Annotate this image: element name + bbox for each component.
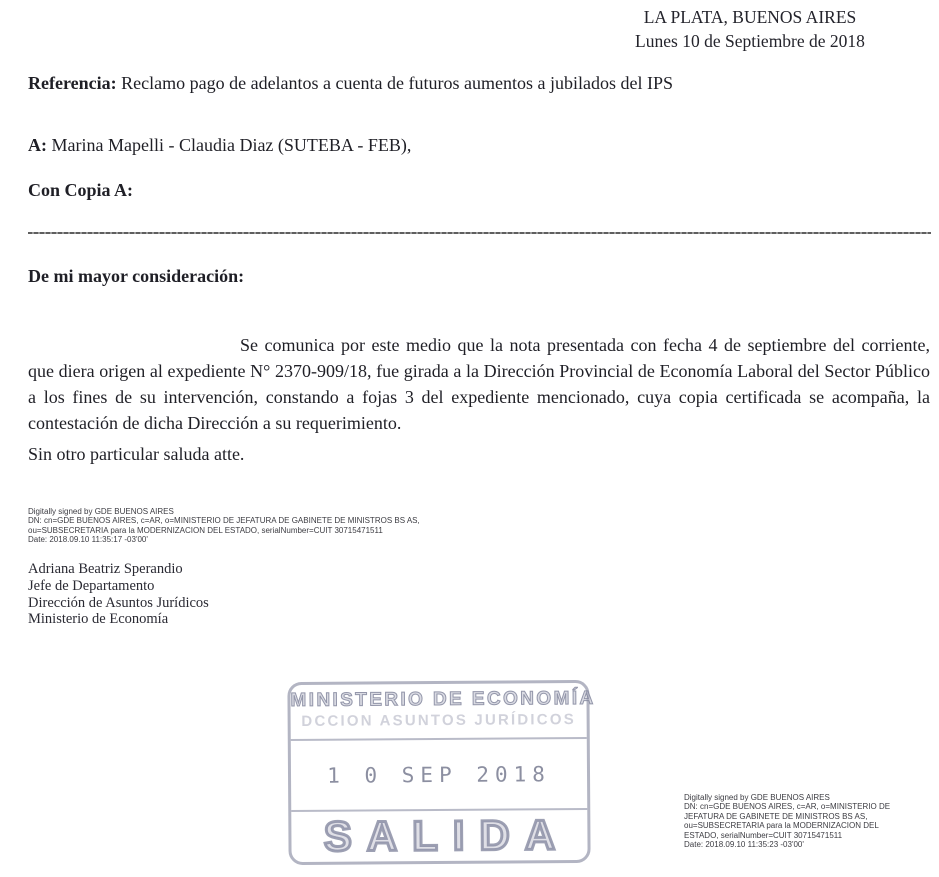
body-paragraph: Se comunica por este medio que la nota presentada con fecha 4 de septiembre del corriente, que diera origen al expediente N° 2370-909/18, fue girada a la Dirección Provincial de Economía Laboral del Sector Público a los fines de su intervención, constando a fojas 3 del expediente mencionado, cuya copia certificada se acompaña, la contestación de dicha Dirección a su requerimiento. xyxy=(28,335,930,433)
digital-signature-block-top xyxy=(28,507,420,545)
recipient-line xyxy=(28,135,930,156)
cc-label: Con Copia A: xyxy=(28,180,134,200)
digital-signature-line: ESTADO, serialNumber=CUIT 30715471511 xyxy=(684,830,843,840)
reference-text: Reclamo pago de adelantos a cuenta de futuros aumentos a jubilados del IPS xyxy=(116,73,673,93)
signer-title: Jefe de Departamento xyxy=(28,577,155,594)
stamp-date-section xyxy=(291,739,587,812)
digital-signature-line: Date: 2018.09.10 11:35:17 -03'00' xyxy=(28,535,148,545)
letterhead-location: LA PLATA, BUENOS AIRES xyxy=(643,7,857,27)
digital-signature-line: JEFATURA DE GABINETE DE MINISTROS BS AS, xyxy=(684,811,868,821)
digital-signature-line: Digitally signed by GDE BUENOS AIRES xyxy=(28,507,174,516)
recipient-label: A: xyxy=(28,135,47,155)
digital-signature-line: Date: 2018.09.10 11:35:23 -03'00' xyxy=(684,840,804,850)
stamp-date: 1 0 SEP 2018 xyxy=(327,761,551,788)
signer-block xyxy=(28,561,209,628)
stamp-salida-label: SALIDA xyxy=(323,811,571,860)
reference-line xyxy=(28,73,930,94)
stamp-salida-section xyxy=(291,810,587,862)
digital-signature-line: ou=SUBSECRETARIA para la MODERNIZACION DEL ESTADO, serialNumber=CUIT 30715471511 xyxy=(28,525,383,535)
digital-signature-block-bottom xyxy=(684,793,939,849)
digital-signature-line: DN: cn=GDE BUENOS AIRES, c=AR, o=MINISTERIO DE JEFATURA DE GABINETE DE MINISTROS BS AS, xyxy=(28,516,420,526)
salutation: De mi mayor consideración: xyxy=(28,266,245,286)
divider-rule xyxy=(28,232,931,234)
stamp-department-line: DCCION ASUNTOS JURÍDICOS xyxy=(301,711,576,730)
letterhead-date: Lunes 10 de Septiembre de 2018 xyxy=(635,30,865,51)
signer-organization: Ministerio de Economía xyxy=(28,611,169,628)
reference-label: Referencia: xyxy=(28,73,117,93)
signer-department: Dirección de Asuntos Jurídicos xyxy=(28,594,209,611)
closing-line: Sin otro particular saluda atte. xyxy=(28,444,245,464)
digital-signature-line: DN: cn=GDE BUENOS AIRES, c=AR, o=MINISTERIO DE xyxy=(684,802,891,812)
digital-signature-line: ou=SUBSECRETARIA para la MODERNIZACION DEL xyxy=(684,821,879,831)
stamp-header-section xyxy=(290,683,596,741)
exit-stamp xyxy=(287,680,596,865)
digital-signature-line: Digitally signed by GDE BUENOS AIRES xyxy=(684,793,830,802)
recipient-text: Marina Mapelli - Claudia Diaz (SUTEBA - FEB), xyxy=(47,135,412,155)
stamp-ministry-line: MINISTERIO DE ECONOMÍA xyxy=(290,687,596,712)
letterhead xyxy=(575,6,925,53)
signer-name: Adriana Beatriz Sperandio xyxy=(28,561,183,577)
